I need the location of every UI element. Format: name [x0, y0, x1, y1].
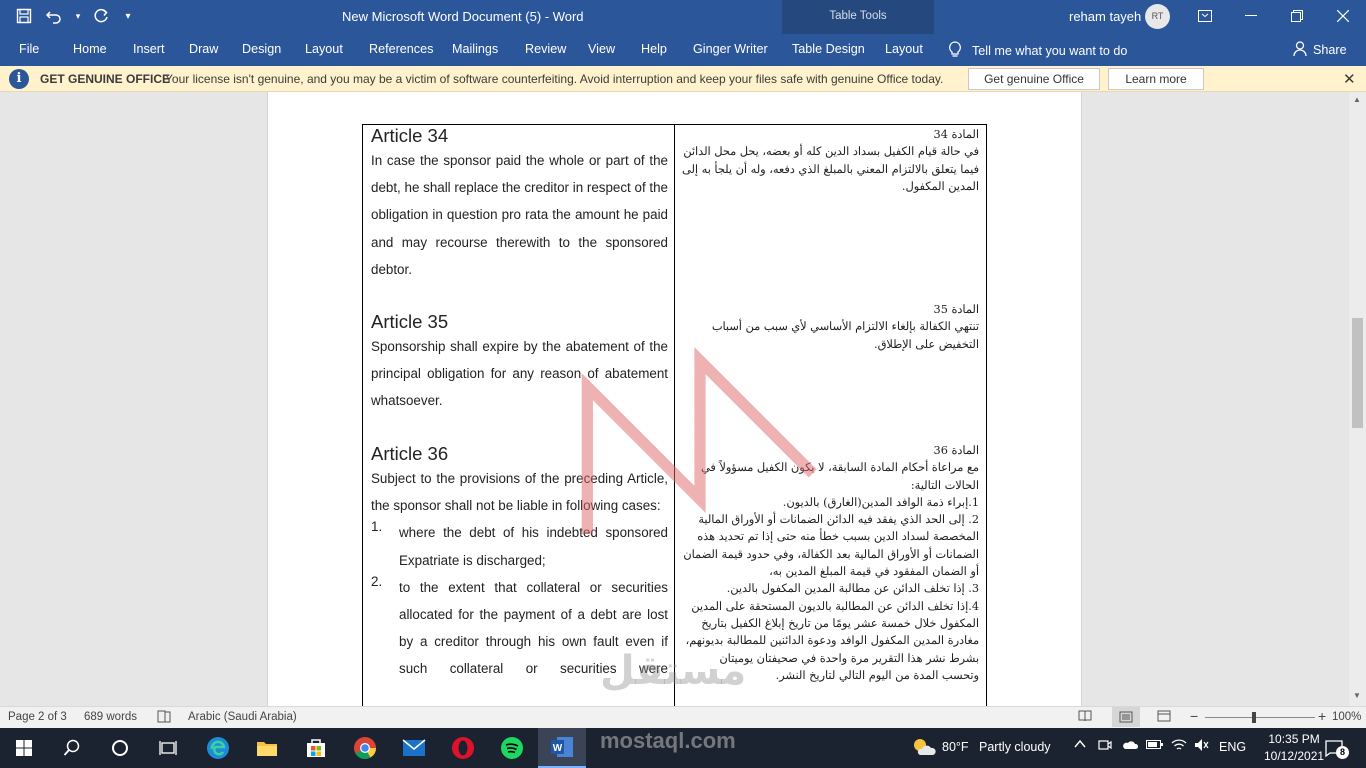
zoom-out-icon[interactable]: −: [1190, 708, 1199, 724]
scroll-thumb[interactable]: [1352, 318, 1363, 428]
list-item-text: to the extent that collateral or securities allocated for the payment of a debt are lost by a creditor through his own fault even if such collateral or securities were: [399, 579, 668, 677]
onedrive-icon[interactable]: [1122, 738, 1138, 753]
article-36-ar-item-2: 2. إلى الحد الذي يفقد فيه الدائن الضمانات أو الأوراق المالية المخصصة لسداد الدين بسبب خطأ منه حتى إذا تم تحديد هذه الضمانات أو الأوراق المالية بعد الكفالة، وفي حدود قيمة الضمان أو الضمان المفقود في قيمة المبلغ المدين به،: [683, 513, 979, 579]
quick-access-toolbar: [14, 6, 134, 26]
file-explorer-icon[interactable]: [243, 728, 291, 768]
zoom-in-icon[interactable]: +: [1318, 708, 1327, 724]
taskbar: [0, 728, 1366, 768]
tab-draw[interactable]: Draw: [189, 42, 219, 56]
article-36-ar-item-3: 3. إذا تخلف الدائن عن مطالبة المدين المكفول بالدين.: [726, 582, 979, 596]
ribbon-display-icon[interactable]: [1182, 0, 1228, 32]
article-36-ar-item-4: 4.إذا تخلف الدائن عن المطالبة بالديون المستحقة على المدين المكفول خلال خمسة عشر يومًا من تاريخ إبلاغ الكفيل بتاريخ مغادرة المدين المكفول الوافد ودعوة الدائنين للمطالبة بديونهم، بشرط نشر هذا التقرير مرة واحدة في صحيفتان يوميتان وتحسب المدة من اليوم التالي لتاريخ النشر.: [685, 599, 979, 682]
system-clock[interactable]: [1264, 731, 1324, 765]
title-bar: [0, 0, 1366, 34]
article-34-english[interactable]: [371, 125, 668, 283]
tab-table-layout[interactable]: Layout: [885, 42, 923, 56]
chevron-up-icon[interactable]: [1074, 738, 1086, 753]
weather-icon[interactable]: [912, 737, 936, 762]
customize-qat-icon[interactable]: ▾: [125, 10, 131, 22]
window-controls: [1182, 0, 1366, 32]
meet-now-icon[interactable]: [1098, 738, 1112, 755]
volume-icon[interactable]: [1194, 738, 1210, 755]
tell-me-label: Tell me what you want to do: [972, 44, 1128, 58]
share-button[interactable]: [1293, 41, 1347, 59]
vertical-scrollbar[interactable]: [1349, 92, 1366, 706]
zoom-slider-thumb[interactable]: [1252, 712, 1256, 723]
document-workspace: [0, 92, 1349, 706]
word-taskbar-icon[interactable]: [538, 728, 586, 768]
article-36-ar-heading: المادة 36: [933, 444, 979, 457]
article-34-ar-heading: المادة 34: [933, 128, 979, 141]
battery-icon[interactable]: [1146, 738, 1164, 753]
svg-text:W: W: [552, 743, 563, 754]
article-36-body: Subject to the provisions of the preceding Article, the sponsor shall not be liable in following cases:: [371, 471, 668, 514]
article-35-ar-heading: المادة 35: [933, 303, 979, 316]
avatar[interactable]: RT: [1145, 4, 1170, 29]
restore-icon[interactable]: [1274, 0, 1320, 32]
wifi-icon[interactable]: [1171, 738, 1187, 755]
article-34-heading: Article 34: [371, 125, 449, 146]
close-icon[interactable]: [1320, 0, 1366, 32]
article-36-english[interactable]: [371, 443, 668, 683]
search-icon[interactable]: [48, 728, 96, 768]
read-mode-icon[interactable]: [1078, 710, 1092, 725]
chrome-icon[interactable]: [341, 728, 389, 768]
spotify-icon[interactable]: [488, 728, 536, 768]
mail-icon[interactable]: [390, 728, 438, 768]
watermark-text-site: mostaql.com: [600, 728, 736, 753]
article-34-ar-body: في حالة قيام الكفيل بسداد الدين كله أو بعضه، يحل محل الدائن فيما يتعلق بالالتزام المعني بالمبلغ الذي دفعه، وله أن يلجأ به إلى المدين المكفول.: [682, 145, 979, 193]
article-36-ar-intro: مع مراعاة أحكام المادة السابقة، لا يكون الكفيل مسؤولاً في الحالات التالية:: [700, 461, 979, 492]
page-count[interactable]: Page 2 of 3: [8, 711, 67, 723]
article-35-ar-body: تنتهي الكفالة بإلغاء الالتزام الأساسي لأي سبب من أسباب التخفيض على الإطلاق.: [711, 320, 979, 351]
tab-help[interactable]: Help: [641, 42, 667, 56]
clock-time: 10:35 PM: [1268, 732, 1320, 746]
zoom-slider[interactable]: [1205, 717, 1315, 718]
watermark-text-arabic: مستقل: [600, 648, 747, 694]
clock-date: 10/12/2021: [1264, 749, 1325, 763]
get-genuine-office-button[interactable]: Get genuine Office: [968, 68, 1100, 90]
tab-design[interactable]: Design: [242, 42, 282, 56]
close-bar-icon[interactable]: ✕: [1343, 71, 1356, 88]
store-icon[interactable]: [292, 728, 340, 768]
minimize-icon[interactable]: [1228, 0, 1274, 32]
tell-me-search[interactable]: [948, 41, 1127, 61]
learn-more-button[interactable]: Learn more: [1108, 68, 1204, 90]
print-layout-icon[interactable]: [1112, 707, 1140, 727]
list-number: 2.: [371, 573, 383, 589]
zoom-level[interactable]: 100%: [1332, 711, 1362, 723]
article-35-body: Sponsorship shall expire by the abatement of the principal obligation for any reason of abatement whatsoever.: [371, 339, 668, 409]
person-icon: [1293, 41, 1307, 59]
list-item-text: where the debt of his indebted sponsored Expatriate is discharged;: [399, 525, 668, 568]
save-icon[interactable]: [14, 6, 34, 26]
tab-table-design[interactable]: Table Design: [792, 42, 865, 56]
user-name[interactable]: reham tayeh: [1069, 9, 1142, 24]
bilingual-table[interactable]: [362, 124, 987, 706]
tab-review[interactable]: Review: [525, 42, 567, 56]
proofing-icon[interactable]: [157, 710, 171, 726]
tab-view[interactable]: View: [588, 42, 616, 56]
tab-ginger-writer[interactable]: Ginger Writer: [693, 42, 768, 56]
license-message: Your license isn't genuine, and you may be a victim of software counterfeiting. Avoid interruption and keep your files safe with genuine Office today.: [165, 72, 944, 86]
edge-icon[interactable]: [194, 728, 242, 768]
tab-mailings[interactable]: Mailings: [452, 42, 499, 56]
undo-icon[interactable]: [44, 6, 64, 26]
article-35-heading: Article 35: [371, 311, 449, 332]
tab-insert[interactable]: Insert: [133, 42, 165, 56]
weather-temp[interactable]: 80°F: [942, 740, 969, 754]
scroll-down-icon[interactable]: ▼: [1353, 691, 1361, 700]
undo-dropdown-icon[interactable]: ▾: [75, 10, 81, 21]
article-36-heading: Article 36: [371, 443, 449, 464]
language-indicator[interactable]: Arabic (Saudi Arabia): [188, 711, 297, 723]
table-column-divider: [674, 125, 675, 706]
redo-icon[interactable]: [92, 6, 112, 26]
article-34-body: In case the sponsor paid the whole or part of the debt, he shall replace the creditor in respect of the obligation in question pro rata the amount he paid and may recourse therewith to the sponsored debtor.: [371, 153, 669, 277]
web-layout-icon[interactable]: [1157, 710, 1171, 725]
info-icon: i: [9, 69, 29, 89]
opera-icon[interactable]: [439, 728, 487, 768]
license-warning-bar: [0, 66, 1366, 92]
status-bar: [0, 706, 1366, 728]
tab-references[interactable]: References: [369, 42, 434, 56]
share-label: Share: [1313, 43, 1347, 57]
cortana-icon[interactable]: [96, 728, 144, 768]
license-heading: GET GENUINE OFFICE: [40, 72, 171, 86]
tab-layout[interactable]: Layout: [305, 42, 343, 56]
ribbon-tabs: [0, 34, 1366, 66]
word-count[interactable]: 689 words: [84, 711, 138, 723]
lightbulb-icon: [948, 41, 962, 61]
scroll-up-icon[interactable]: ▲: [1353, 95, 1361, 104]
windows-start-icon[interactable]: [0, 728, 48, 768]
weather-text[interactable]: Partly cloudy: [979, 740, 1051, 754]
article-35-arabic[interactable]: [681, 301, 979, 353]
article-35-english[interactable]: [371, 311, 668, 415]
article-36-ar-item-1: 1.إبراء ذمة الوافد المدين(الغارق) بالديون.: [782, 495, 979, 509]
task-view-icon[interactable]: [144, 728, 192, 768]
document-title: New Microsoft Word Document (5) - Word: [342, 9, 584, 24]
table-tools-label: Table Tools: [782, 0, 934, 34]
list-item: [371, 519, 668, 573]
tab-file[interactable]: File: [19, 42, 40, 56]
document-page[interactable]: [267, 92, 1082, 706]
input-language[interactable]: ENG: [1219, 740, 1247, 754]
notification-count: 8: [1336, 746, 1349, 759]
article-34-arabic[interactable]: [681, 126, 979, 195]
list-number: 1.: [371, 519, 383, 535]
tab-home[interactable]: Home: [73, 42, 107, 56]
